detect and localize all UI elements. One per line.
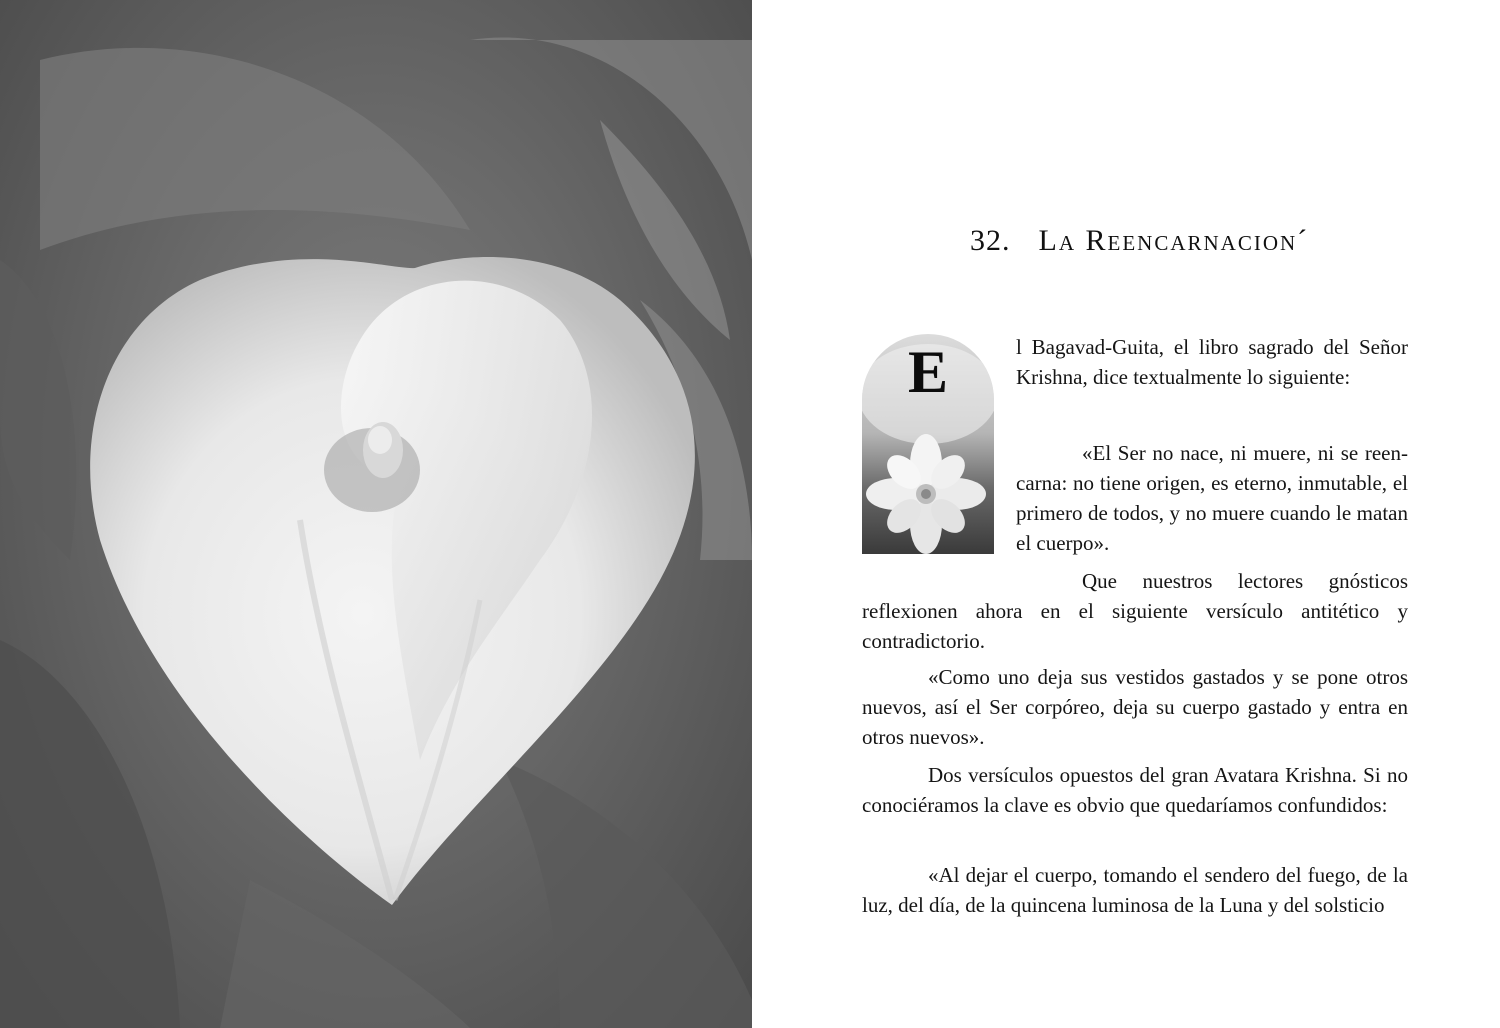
quote-paragraph-3: «Al dejar el cuerpo, tomando el sendero del fuego, de la luz, del día, de la quincena luminosa de la Luna y del solsticio (862, 863, 1408, 917)
quote-paragraph-1: «El Ser no nace, ni muere, ni se reen-carna: no tiene origen, es eterno, inmutable, el primero de todos, y no muere cuando le matan el cuerpo». (1016, 441, 1408, 555)
quote-paragraph-2: «Como uno deja sus vestidos gastados y se pone otros nuevos, así el Ser corpóreo, deja su cuerpo gastado y entra en otros nuevos». (862, 665, 1408, 749)
chapter-title: La Reencarnacion´ (1038, 224, 1310, 257)
dropcap-letter: E (907, 339, 949, 405)
chapter-heading (970, 224, 1309, 258)
text-page (752, 0, 1500, 1028)
reflection-paragraph: Que nuestros lectores gnósticos reflexionen ahora en el siguiente versículo antitético y contradictorio. (862, 569, 1408, 653)
intro-paragraph: l Bagavad-Guita, el libro sagrado del Señor Krishna, dice textualmente lo siguiente: (1016, 335, 1408, 389)
dropcap-illustration (862, 334, 994, 554)
commentary-paragraph: Dos versículos opuestos del gran Avatara Krishna. Si no conociéramos la clave es obvio que quedaríamos confundidos: (862, 763, 1408, 817)
chapter-number: 32. (970, 224, 1011, 257)
